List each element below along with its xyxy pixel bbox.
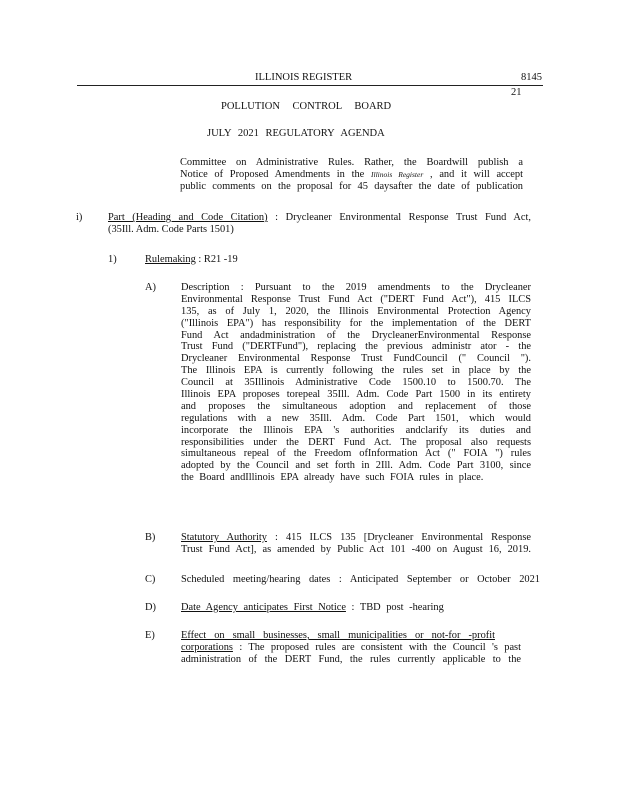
- part-block: [108, 212, 531, 236]
- description-line: Fund Act andadministration of the DrycleanerEnvironmental Response: [181, 329, 531, 341]
- item-e-marker: E): [145, 630, 155, 641]
- intro-line: public comments on the proposal for 45 daysafter the date of publication: [180, 180, 523, 192]
- item-a-marker: A): [145, 282, 156, 293]
- description-line: and proposes the simultaneous adoption and replacement of those: [181, 400, 531, 412]
- item-b-statutory-authority: [181, 532, 531, 556]
- item-c-scheduled-meeting: [181, 574, 540, 586]
- agenda-title: JULY 2021 REGULATORY AGENDA: [207, 128, 385, 139]
- description-line: regulations with a new 35Ill. Adm. Code Part 1501, which would: [181, 412, 531, 424]
- scheduled-line: Scheduled meeting/hearing dates : Anticipated September or October 2021: [181, 574, 540, 585]
- item-b-marker: B): [145, 532, 156, 543]
- effect-label-line1: Effect on small businesses, small municipalities or not-for -profit: [181, 630, 495, 641]
- effect-line: administration of the DERT Fund, the rules currently applicable to the: [181, 653, 521, 665]
- part-line: [108, 212, 531, 224]
- first-notice-value: : TBD post -hearing: [351, 602, 444, 613]
- description-line: Drycleaner Environmental Response Trust FundCouncil (" Council ").: [181, 353, 531, 365]
- statutory-label: Statutory Authority: [181, 532, 267, 543]
- item-d-first-notice: [181, 602, 444, 614]
- part-heading-label: Part (Heading and Code Citation): [108, 212, 268, 223]
- item-a-description: [181, 282, 531, 484]
- description-line: Illinois EPA proposes torepeal 35Ill. Adm. Code Part 1500 in its entirety: [181, 389, 531, 401]
- description-line: Council at 35Illinois Administrative Code 1500.10 to 1500.70. The: [181, 377, 531, 389]
- description-line: Trust Fund ("DERTFund"), replacing the previous administr ator - the: [181, 341, 531, 353]
- rulemaking-label: Rulemaking: [145, 254, 196, 265]
- effect-line: [181, 630, 495, 642]
- register-title: ILLINOIS REGISTER: [255, 72, 353, 83]
- intro-line: Committee on Administrative Rules. Rather, the Boardwill publish a: [180, 157, 523, 168]
- rulemaking-value: : R21 -19: [198, 254, 238, 265]
- part-line: (35Ill. Adm. Code Parts 1501): [108, 223, 234, 235]
- rulemaking-marker: 1): [108, 254, 117, 265]
- statutory-value: : 415 ILCS 135 [Drycleaner Environmental Response: [275, 532, 531, 543]
- description-line: responsibilities under the DERT Fund Act. The proposal also requests: [181, 436, 531, 448]
- rulemaking-line: [145, 254, 238, 266]
- statutory-line: [181, 532, 531, 544]
- intro-line2-pre: Notice of Proposed Amendments in the: [180, 168, 365, 180]
- description-line: simultaneous repeal of the Freedom ofInformation Act (" FOIA ") rules: [181, 448, 531, 460]
- part-marker: i): [76, 212, 83, 223]
- statutory-line: Trust Fund Act], as amended by Public Act 101 -400 on August 16, 2019.: [181, 543, 531, 555]
- effect-label-line2: corporations: [181, 641, 233, 653]
- description-line: the Board andIllinois EPA already have such FOIA rules in place.: [181, 472, 484, 484]
- publication-name: Illinois Register: [371, 169, 424, 179]
- header-rule: [77, 85, 543, 86]
- description-line: adopted by the Council and set forth in 2Ill. Adm. Code Part 3100, since: [181, 460, 531, 472]
- item-c-marker: C): [145, 574, 156, 585]
- issue-number: 21: [511, 87, 522, 98]
- first-notice-label: Date Agency anticipates First Notice: [181, 602, 346, 613]
- effect-line: [181, 642, 521, 654]
- agency-title: POLLUTION CONTROL BOARD: [221, 101, 392, 112]
- item-e-effect: [181, 630, 521, 666]
- intro-line: [180, 169, 523, 181]
- part-heading-value: : Drycleaner Environmental Response Trust Fund Act,: [275, 212, 531, 223]
- description-line: Description : Pursuant to the 2019 amendments to the Drycleaner: [181, 282, 531, 293]
- page-number: 8145: [521, 72, 542, 83]
- intro-line2-post: , and it will accept: [430, 168, 523, 180]
- effect-line2-rest: : The proposed rules are consistent with the Council 's past: [239, 641, 521, 653]
- intro-paragraph: [180, 157, 523, 193]
- description-line: Environmental Response Trust Fund Act ("DERT Fund Act"), 415 ILCS: [181, 293, 531, 305]
- description-line: incorporate the Illinois EPA 's authorities andclarify its duties and: [181, 424, 531, 436]
- item-d-marker: D): [145, 602, 156, 613]
- description-line: 135, as of July 1, 2020, the Illinois Environmental Protection Agency: [181, 305, 531, 317]
- description-line: ("Illinois EPA") has responsibility for the implementation of the DERT: [181, 317, 531, 329]
- description-line: The Illinois EPA is currently following the rules set in place by the: [181, 365, 531, 377]
